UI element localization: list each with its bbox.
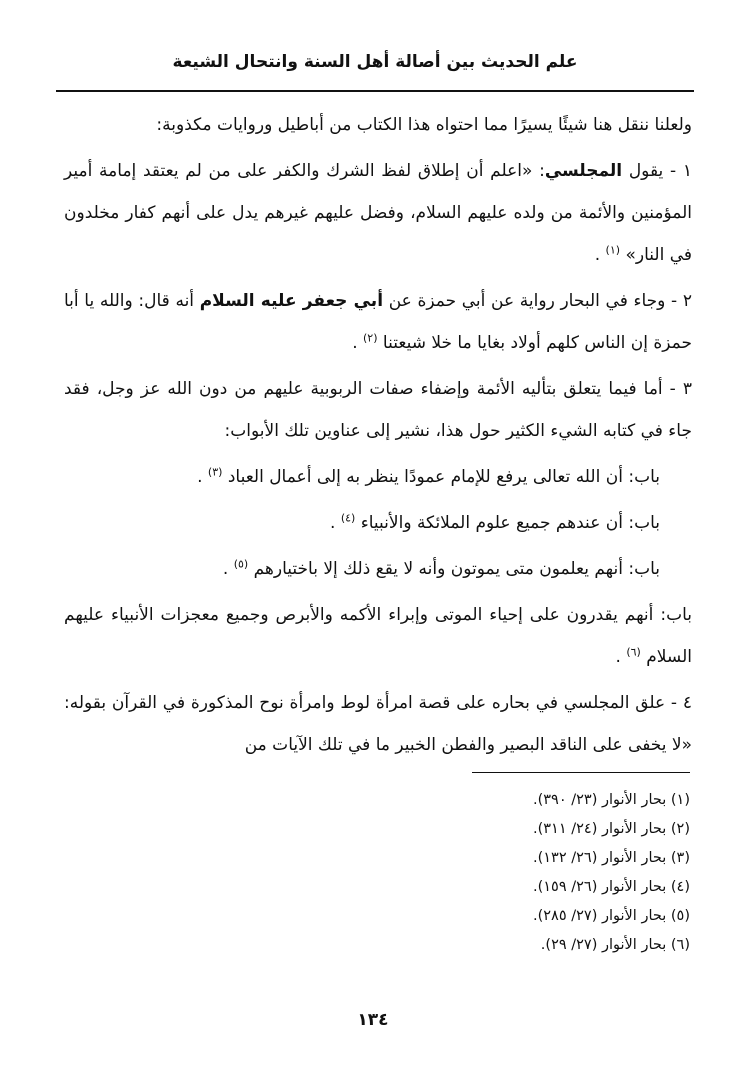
- chapter-text: باب: أن عندهم جميع علوم الملائكة والأنبياء: [360, 513, 660, 533]
- paragraph-1-end: .: [594, 245, 601, 265]
- paragraph-1-prefix: ١ - يقول: [622, 161, 692, 181]
- footnote-rule: [472, 772, 690, 773]
- imam-name: أبي جعفر عليه السلام: [199, 291, 384, 311]
- footnote-ref-6[interactable]: (٦): [626, 645, 641, 659]
- paragraph-2-end: .: [352, 333, 358, 353]
- chapter-text: باب: أن الله تعالى يرفع للإمام عمودًا ينظر به إلى أعمال العباد: [227, 467, 660, 487]
- footnote-item: (٣) بحار الأنوار (٢٦/ ١٣٢).: [532, 850, 690, 866]
- footnote-item: (١) بحار الأنوار (٢٣/ ٣٩٠).: [532, 792, 690, 808]
- chapter-text: باب: أنهم يعلمون متى يموتون وأنه لا يقع ذلك إلا باختيارهم: [253, 559, 660, 579]
- main-text: [64, 104, 692, 770]
- author-name: المجلسي: [544, 161, 623, 181]
- running-header: علم الحديث بين أصالة أهل السنة وانتحال الشيعة: [172, 52, 578, 72]
- chapter-item: [64, 594, 692, 678]
- footnote-ref-2[interactable]: (٢): [363, 331, 378, 345]
- footnote-ref-3[interactable]: (٣): [207, 465, 223, 479]
- footnote-item: (٤) بحار الأنوار (٢٦/ ١٥٩).: [532, 879, 690, 895]
- chapter-item: [64, 548, 692, 590]
- chapter-end: .: [197, 467, 203, 487]
- footnote-ref-4[interactable]: (٤): [340, 511, 356, 525]
- paragraph-1-text: : «اعلم أن إطلاق لفظ الشرك والكفر على من لم يعتقد إمامة أمير المؤمنين والأئمة من ولده عليهم السلام، وفضل عليهم غيرهم يدل على أنهم كفار مخلدون في النار»: [64, 161, 692, 265]
- footnotes-list: [290, 786, 690, 960]
- paragraph-2-text-a: ٢ - وجاء في البحار رواية عن أبي حمزة عن: [383, 291, 692, 311]
- chapter-item: [64, 502, 692, 544]
- chapter-text: باب: أنهم يقدرون على إحياء الموتى وإبراء الأكمه والأبرص وجميع معجزات الأنبياء عليهم السلام: [64, 605, 692, 667]
- footnote-item: (٦) بحار الأنوار (٢٧/ ٢٩).: [540, 937, 690, 953]
- footnote-ref-1[interactable]: (١): [605, 243, 621, 257]
- chapter-end: .: [222, 559, 229, 579]
- header-rule: [56, 90, 694, 92]
- paragraph-3: ٣ - أما فيما يتعلق بتأليه الأئمة وإضفاء صفات الربوبية عليهم من دون الله عز وجل، فقد جاء في كتابه الشيء الكثير حول هذا، نشير إلى عناوين تلك الأبواب:: [64, 379, 692, 441]
- chapter-item: [64, 456, 692, 498]
- chapter-end: .: [330, 513, 336, 533]
- footnote-ref-5[interactable]: (٥): [233, 557, 249, 571]
- paragraph-4: ٤ - علق المجلسي في بحاره على قصة امرأة لوط وامرأة نوح المذكورة في القرآن بقوله: «لا يخفى على الناقد البصير والفطن الخبير ما في تلك الآيات من: [64, 693, 692, 755]
- paragraph-2-text-b: أنه قال: والله يا أبا حمزة إن الناس كلهم أولاد بغايا ما خلا شيعتنا: [64, 291, 692, 353]
- chapter-end: .: [615, 647, 621, 667]
- footnote-item: (٥) بحار الأنوار (٢٧/ ٢٨٥).: [532, 908, 690, 924]
- paragraph-2: [64, 280, 692, 364]
- page-number: ١٣٤: [357, 1010, 389, 1030]
- footnote-item: (٢) بحار الأنوار (٢٤/ ٣١١).: [532, 821, 690, 837]
- paragraph-1: [64, 150, 692, 276]
- intro-paragraph: ولعلنا ننقل هنا شيئًا يسيرًا مما احتواه هذا الكتاب من أباطيل وروايات مكذوبة:: [156, 115, 692, 135]
